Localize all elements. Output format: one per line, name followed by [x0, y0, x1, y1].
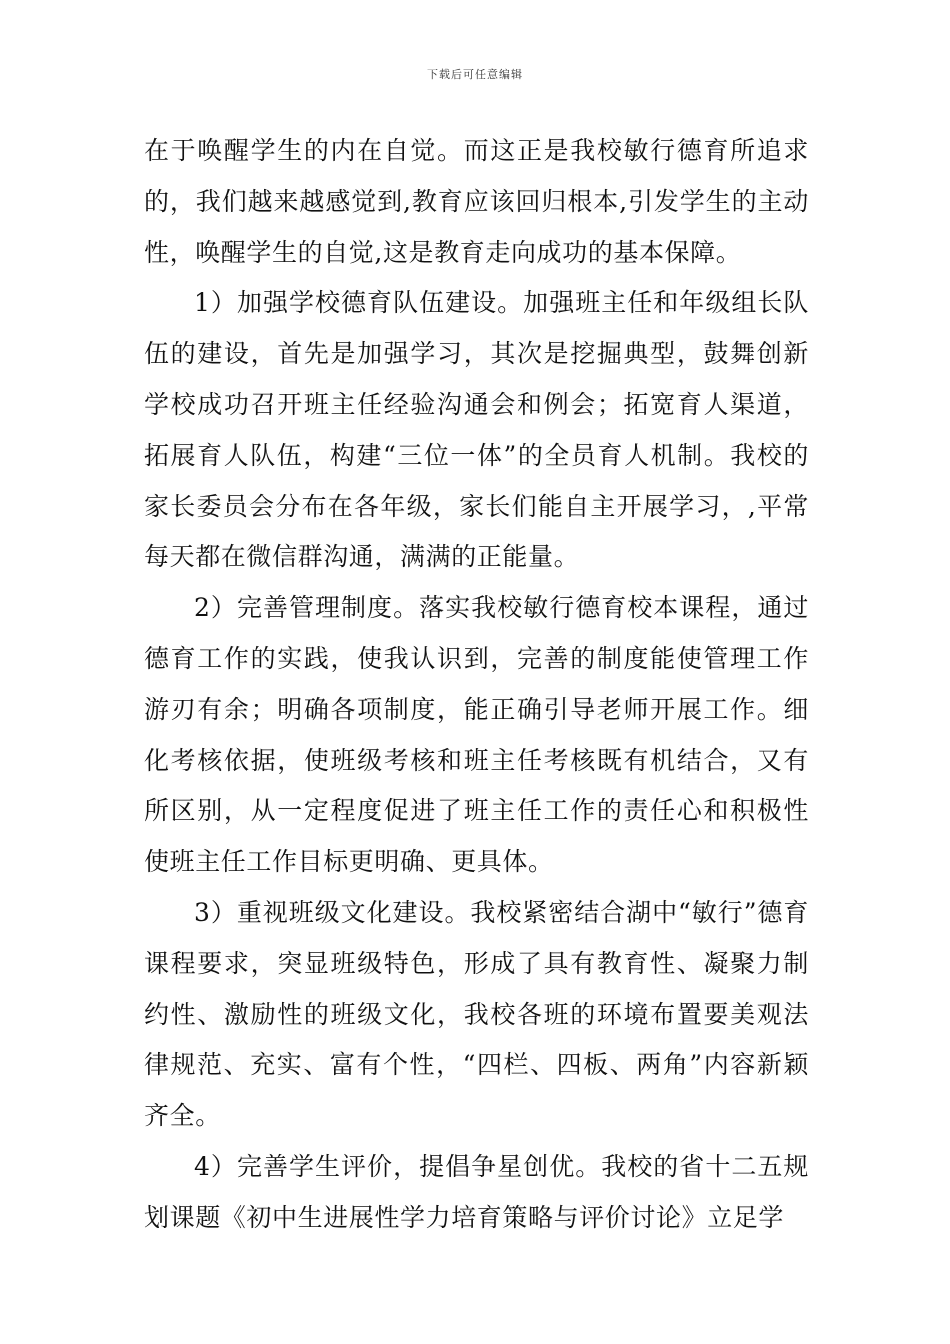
- paragraph-item-2: 2）完善管理制度。落实我校敏行德育校本课程，通过德育工作的实践，使我认识到，完善的制度能使管理工作游刃有余；明确各项制度，能正确引导老师开展工作。细化考核依据，使班级考核和班主任考核既有机结合，又有所区别，从一定程度促进了班主任工作的责任心和积极性使班主任工作目标更明确、更具体。: [144, 593, 809, 877]
- paragraph-item-3: 3）重视班级文化建设。我校紧密结合湖中“敏行”德育课程要求，突显班级特色，形成了具有教育性、凝聚力制约性、激励性的班级文化，我校各班的环境布置要美观法律规范、充实、富有个性，“四栏、四板、两角”内容新颖齐全。: [144, 897, 809, 1131]
- document-body: [144, 126, 809, 1244]
- paragraph-item-4: 4）完善学生评价，提倡争星创优。我校的省十二五规划课题《初中生进展性学力培育策略与评价讨论》立足学: [144, 1151, 809, 1232]
- paragraph-intro: 在于唤醒学生的内在自觉。而这正是我校敏行德育所追求的，我们越来越感觉到,教育应该回归根本,引发学生的主动性，唤醒学生的自觉,这是教育走向成功的基本保障。: [144, 136, 809, 267]
- paragraph-item-1: 1）加强学校德育队伍建设。加强班主任和年级组长队伍的建设，首先是加强学习，其次是挖掘典型，鼓舞创新学校成功召开班主任经验沟通会和例会；拓宽育人渠道，拓展育人队伍，构建“三位一体”的全员育人机制。我校的家长委员会分布在各年级，家长们能自主开展学习，,平常每天都在微信群沟通，满满的正能量。: [144, 288, 809, 572]
- page-header: 下载后可任意编辑: [427, 68, 523, 81]
